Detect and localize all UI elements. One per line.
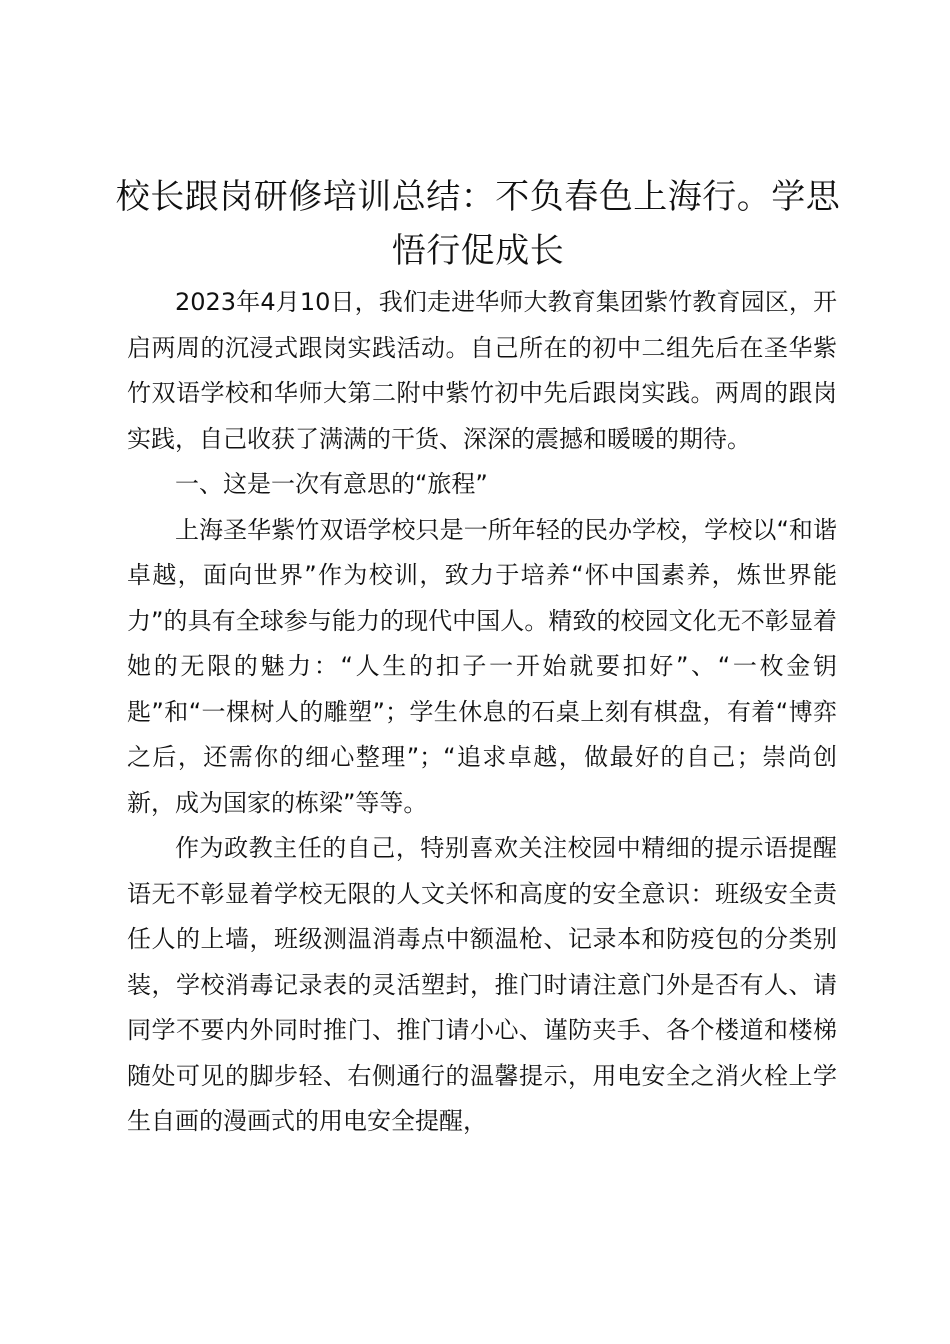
document-body (127, 280, 837, 1145)
document-title: 校长跟岗研修培训总结：不负春色上海行。学思悟行促成长 (115, 177, 841, 271)
paragraph-safety-notes: 作为政教主任的自己，特别喜欢关注校园中精细的提示语提醒语无不彰显着学校无限的人文关怀和高度的安全意识：班级安全责任人的上墙，班级测温消毒点中额温枪、记录本和防疫包的分类别装，学校消毒记录表的灵活塑封，推门时请注意门外是否有人、请同学不要内外同时推门、推门请小心、谨防夹手、各个楼道和楼梯随处可见的脚步轻、右侧通行的温馨提示，用电安全之消火栓上学生自画的漫画式的用电安全提醒， (127, 834, 837, 1135)
paragraph-school-intro: 上海圣华紫竹双语学校只是一所年轻的民办学校，学校以“和谐卓越，面向世界”作为校训，致力于培养“怀中国素养，炼世界能力”的具有全球参与能力的现代中国人。精致的校园文化无不彰显着她的无限的魅力：“人生的扣子一开始就要扣好”、“一枚金钥匙”和“一棵树人的雕塑”；学生休息的石桌上刻有棋盘，有着“博弈之后，还需你的细心整理”；“追求卓越，做最好的自己；崇尚创新，成为国家的栋梁”等等。 (127, 515, 837, 817)
section-heading-1: 一、这是一次有意思的“旅程” (175, 470, 488, 498)
paragraph-intro: 2023年4月10日，我们走进华师大教育集团紫竹教育园区，开启两周的沉浸式跟岗实践活动。自己所在的初中二组先后在圣华紫竹双语学校和华师大第二附中紫竹初中先后跟岗实践。两周的跟岗实践，自己收获了满满的干货、深深的震撼和暖暖的期待。 (127, 288, 837, 453)
